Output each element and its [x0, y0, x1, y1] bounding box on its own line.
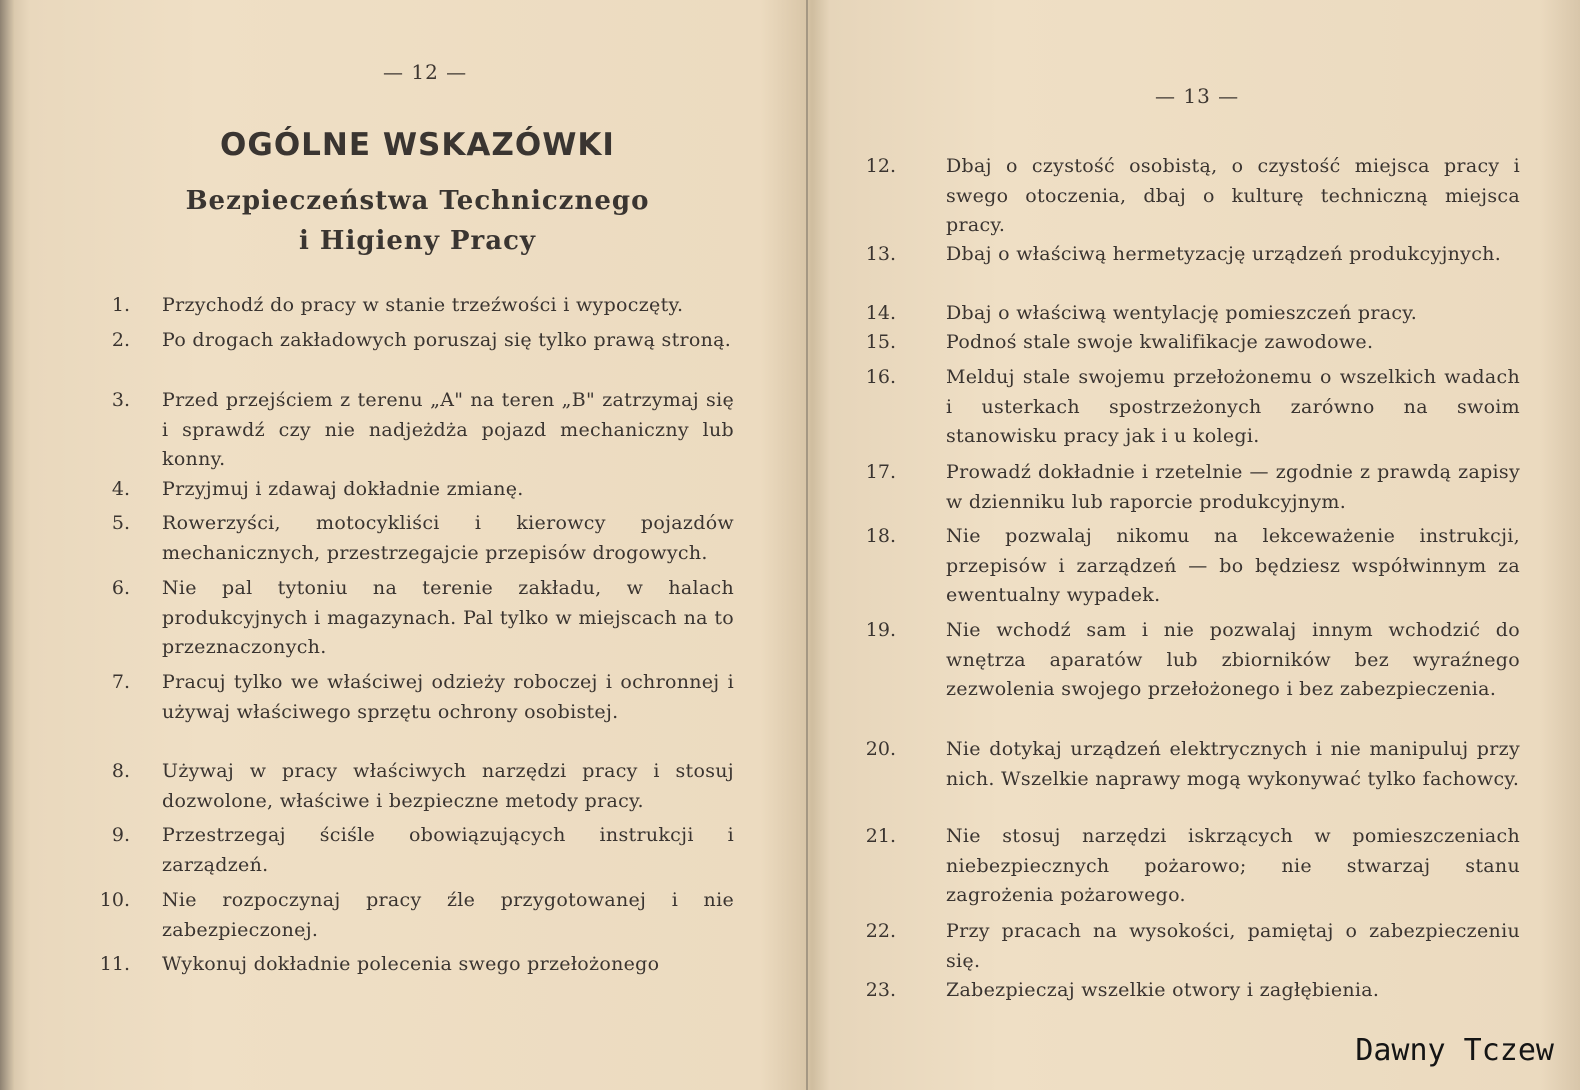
item-number: 10. — [99, 889, 130, 911]
item-text: Przychodź do pracy w stanie trzeźwości i wypoczęty. — [162, 294, 684, 316]
item-number: 1. — [111, 294, 130, 316]
item-number: 21. — [865, 825, 896, 847]
watermark: Dawny Tczew — [1355, 1033, 1554, 1068]
item-text: Przestrzegaj ściśle obowiązujących instrukcji i zarządzeń. — [162, 824, 734, 876]
item-number: 11. — [99, 953, 130, 975]
item-text: Rowerzyści, motocykliści i kierowcy pojazdów mechanicznych, przestrzegajcie przepisów drogowych. — [162, 512, 734, 564]
right-page — [808, 0, 1580, 1090]
item-text: Przyjmuj i zdawaj dokładnie zmianę. — [162, 478, 524, 500]
item-number: 9. — [111, 824, 130, 846]
item-text: Przed przejściem z terenu „A" na teren „B" zatrzymaj się i sprawdź czy nie nadjeżdża pojazd mechaniczny lub konny. — [162, 389, 734, 470]
item-text: Dbaj o właściwą hermetyzację urządzeń produkcyjnych. — [946, 243, 1502, 265]
item-number: 12. — [865, 155, 896, 177]
item-number: 15. — [865, 331, 896, 353]
item-number: 19. — [865, 619, 896, 641]
item-number: 23. — [865, 979, 896, 1001]
item-number: 4. — [111, 478, 130, 500]
item-number: 18. — [865, 525, 896, 547]
item-number: 3. — [111, 389, 130, 411]
item-text: Dbaj o czystość osobistą, o czystość miejsca pracy i swego otoczenia, dbaj o kulturę techniczną miejsca pracy. — [946, 155, 1520, 236]
item-text: Zabezpieczaj wszelkie otwory i zagłębienia. — [946, 979, 1380, 1001]
page-subtitle-line2: i Higieny Pracy — [298, 226, 537, 256]
item-text: Nie stosuj narzędzi iskrzących w pomieszczeniach niebezpiecznych pożarowo; nie stwarzaj stanu zagrożenia pożarowego. — [946, 825, 1520, 906]
item-text: Dbaj o właściwą wentylację pomieszczeń pracy. — [946, 302, 1418, 324]
item-text: Nie dotykaj urządzeń elektrycznych i nie manipuluj przy nich. Wszelkie naprawy mogą wykonywać tylko fachowcy. — [946, 738, 1520, 790]
item-text: Podnoś stale swoje kwalifikacje zawodowe. — [946, 331, 1374, 353]
item-text: Prowadź dokładnie i rzetelnie — zgodnie z prawdą zapisy w dzienniku lub raporcie produkcyjnym. — [946, 461, 1520, 513]
item-text: Używaj w pracy właściwych narzędzi pracy i stosuj dozwolone, właściwe i bezpieczne metody pracy. — [162, 760, 734, 812]
page-title: OGÓLNE WSKAZÓWKI — [220, 127, 615, 163]
item-number: 7. — [111, 671, 130, 693]
item-text: Pracuj tylko we właściwej odzieży roboczej i ochronnej i używaj właściwego sprzętu ochrony osobistej. — [162, 671, 734, 723]
item-number: 22. — [865, 920, 896, 942]
page-number-right: — 13 — — [1155, 84, 1240, 108]
item-text: Po drogach zakładowych poruszaj się tylko prawą stroną. — [162, 329, 732, 351]
page-number-left: — 12 — — [383, 60, 468, 84]
item-number: 13. — [865, 243, 896, 265]
item-text: Nie wchodź sam i nie pozwalaj innym wchodzić do wnętrza aparatów lub zbiorników bez wyraźnego zezwolenia swojego przełożonego i bez zabezpieczenia. — [946, 619, 1520, 700]
item-number: 16. — [865, 366, 896, 388]
item-text: Nie pal tytoniu na terenie zakładu, w halach produkcyjnych i magazynach. Pal tylko w miejscach na to przeznaczonych. — [162, 577, 734, 658]
item-text: Melduj stale swojemu przełożonemu o wszelkich wadach i usterkach spostrzeżonych zarówno na swoim stanowisku pracy jak i u kolegi. — [946, 366, 1520, 447]
item-text: Nie rozpoczynaj pracy źle przygotowanej i nie zabezpieczonej. — [162, 889, 734, 941]
item-number: 8. — [111, 760, 130, 782]
item-number: 5. — [111, 512, 130, 534]
item-number: 14. — [865, 302, 896, 324]
item-number: 17. — [865, 461, 896, 483]
item-number: 2. — [111, 329, 130, 351]
item-text: Wykonuj dokładnie polecenia swego przełożonego — [162, 953, 660, 975]
item-number: 20. — [865, 738, 896, 760]
item-text: Nie pozwalaj nikomu na lekceważenie instrukcji, przepisów i zarządzeń — bo będziesz współwinnym za ewentualny wypadek. — [946, 525, 1520, 606]
item-text: Przy pracach na wysokości, pamiętaj o zabezpieczeniu się. — [946, 920, 1520, 972]
item-number: 6. — [111, 577, 130, 599]
page-subtitle-line1: Bezpieczeństwa Technicznego — [185, 186, 650, 216]
